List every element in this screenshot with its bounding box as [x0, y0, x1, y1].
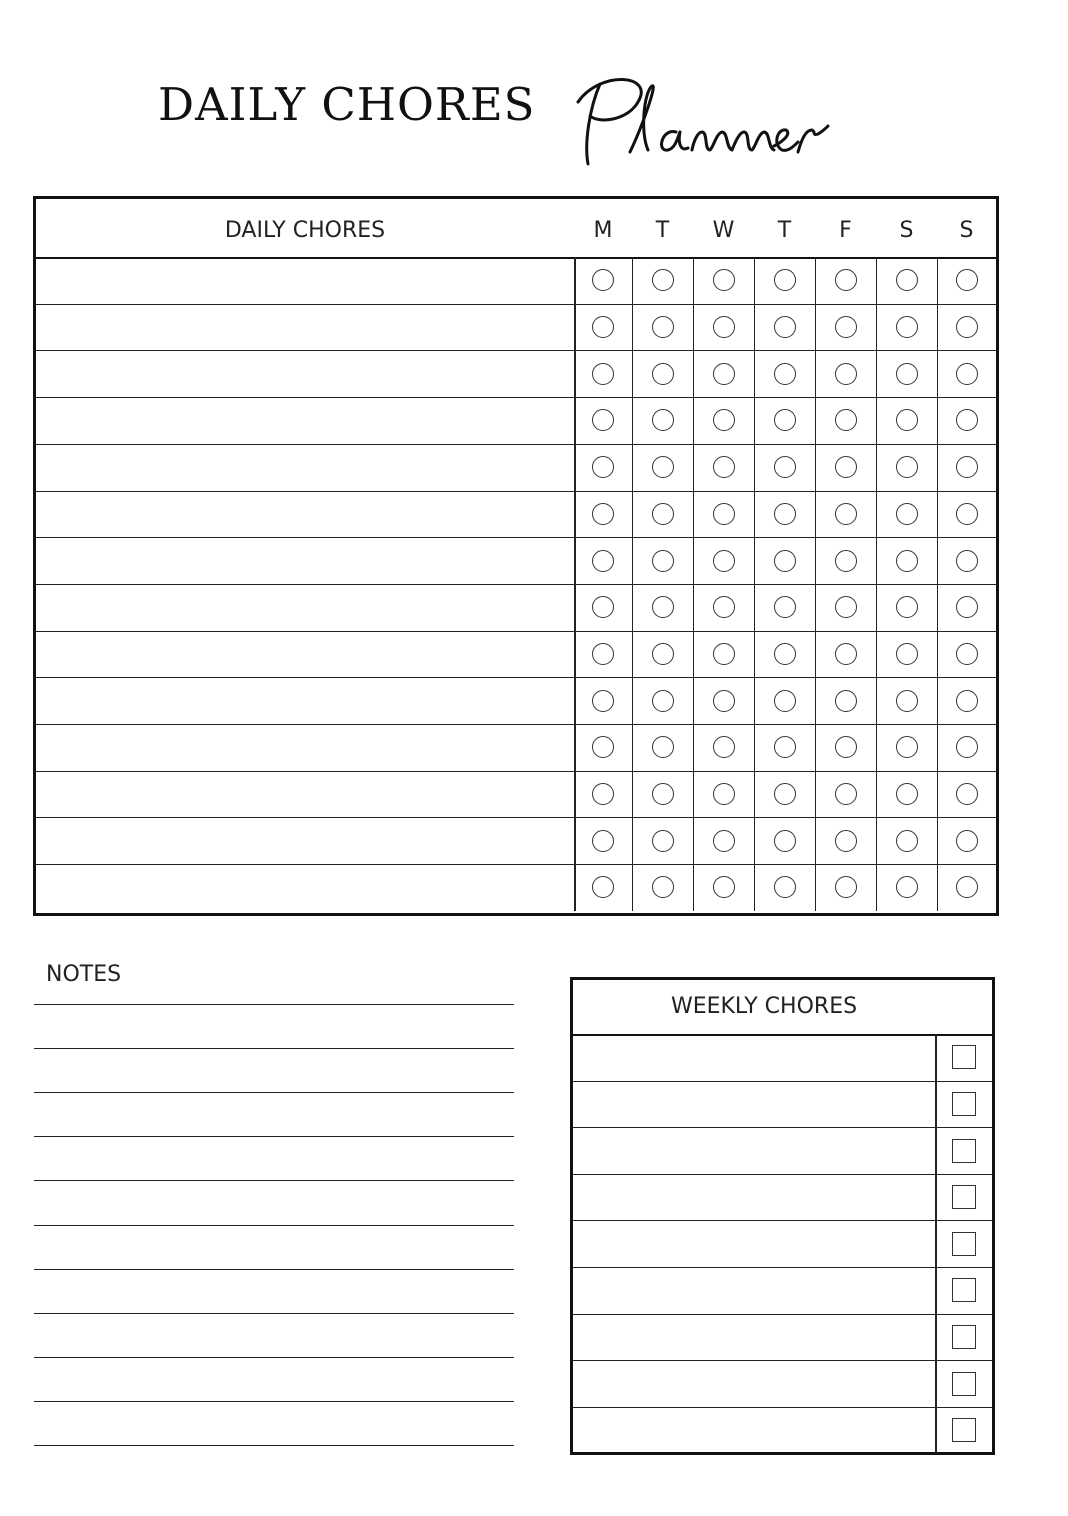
daily-check-circle[interactable] [652, 409, 674, 431]
daily-check-circle[interactable] [652, 550, 674, 572]
daily-chore-cell[interactable] [36, 817, 574, 864]
weekly-chore-cell[interactable] [573, 1174, 935, 1221]
daily-check-circle[interactable] [835, 269, 857, 291]
daily-check-circle[interactable] [956, 269, 978, 291]
daily-check-circle[interactable] [896, 550, 918, 572]
daily-check-circle[interactable] [652, 456, 674, 478]
notes-line[interactable] [34, 1445, 514, 1446]
weekly-checkbox[interactable] [952, 1278, 976, 1302]
daily-chore-cell[interactable] [36, 537, 574, 584]
daily-check-circle[interactable] [956, 736, 978, 758]
script-letter-n2 [732, 132, 774, 150]
weekly-chores-table [570, 977, 995, 1455]
daily-check-circle[interactable] [652, 736, 674, 758]
day-header-4: F [839, 218, 852, 243]
daily-check-circle[interactable] [835, 316, 857, 338]
daily-column-divider [632, 257, 633, 911]
weekly-checkbox[interactable] [952, 1325, 976, 1349]
daily-check-circle[interactable] [713, 503, 735, 525]
daily-check-circle[interactable] [835, 783, 857, 805]
weekly-chore-cell[interactable] [573, 1360, 935, 1407]
daily-check-circle[interactable] [896, 363, 918, 385]
daily-check-circle[interactable] [592, 876, 614, 898]
daily-check-circle[interactable] [956, 596, 978, 618]
daily-check-circle[interactable] [652, 643, 674, 665]
daily-check-circle[interactable] [713, 316, 735, 338]
daily-chore-cell[interactable] [36, 724, 574, 771]
daily-check-circle[interactable] [896, 503, 918, 525]
script-letter-e [774, 130, 798, 151]
daily-column-divider [815, 257, 816, 911]
daily-check-circle[interactable] [774, 409, 796, 431]
weekly-checkbox[interactable] [952, 1418, 976, 1442]
daily-check-circle[interactable] [652, 596, 674, 618]
daily-check-circle[interactable] [774, 363, 796, 385]
daily-chore-cell[interactable] [36, 677, 574, 724]
weekly-chore-cell[interactable] [573, 1220, 935, 1267]
notes-line[interactable] [34, 1004, 514, 1005]
weekly-chore-cell[interactable] [573, 1127, 935, 1174]
daily-check-circle[interactable] [896, 269, 918, 291]
daily-check-circle[interactable] [592, 596, 614, 618]
daily-check-circle[interactable] [956, 409, 978, 431]
notes-line[interactable] [34, 1092, 514, 1093]
daily-check-circle[interactable] [713, 783, 735, 805]
daily-check-circle[interactable] [774, 456, 796, 478]
daily-check-circle[interactable] [713, 363, 735, 385]
daily-check-circle[interactable] [896, 456, 918, 478]
daily-check-circle[interactable] [835, 830, 857, 852]
daily-check-circle[interactable] [713, 550, 735, 572]
daily-check-circle[interactable] [835, 736, 857, 758]
daily-check-circle[interactable] [592, 690, 614, 712]
page-title: DAILY CHORES [158, 78, 536, 131]
daily-check-circle[interactable] [713, 830, 735, 852]
day-header-1: T [655, 218, 670, 243]
daily-chore-cell[interactable] [36, 397, 574, 444]
notes-line[interactable] [34, 1269, 514, 1270]
daily-check-circle[interactable] [956, 783, 978, 805]
daily-check-circle[interactable] [592, 409, 614, 431]
weekly-chore-cell[interactable] [573, 1314, 935, 1361]
daily-chore-cell[interactable] [36, 491, 574, 538]
daily-check-circle[interactable] [592, 503, 614, 525]
daily-column-divider [574, 257, 576, 911]
daily-column-divider [754, 257, 755, 911]
script-letter-n1 [692, 132, 732, 150]
day-header-5: S [899, 218, 914, 243]
daily-check-circle[interactable] [956, 503, 978, 525]
weekly-chore-cell[interactable] [573, 1081, 935, 1128]
notes-line[interactable] [34, 1225, 514, 1226]
daily-column-divider [876, 257, 877, 911]
weekly-checkbox[interactable] [952, 1139, 976, 1163]
daily-chore-cell[interactable] [36, 257, 574, 304]
daily-check-circle[interactable] [896, 690, 918, 712]
notes-line[interactable] [34, 1313, 514, 1314]
daily-check-circle[interactable] [896, 876, 918, 898]
daily-check-circle[interactable] [713, 269, 735, 291]
weekly-column-divider [935, 1034, 937, 1453]
daily-check-circle[interactable] [592, 783, 614, 805]
daily-check-circle[interactable] [592, 456, 614, 478]
daily-chore-cell[interactable] [36, 771, 574, 818]
notes-line[interactable] [34, 1180, 514, 1181]
daily-check-circle[interactable] [956, 643, 978, 665]
planner-script-word [560, 72, 835, 172]
daily-check-circle[interactable] [835, 550, 857, 572]
daily-check-circle[interactable] [774, 550, 796, 572]
day-header-2: W [712, 218, 735, 243]
daily-check-circle[interactable] [713, 643, 735, 665]
daily-check-circle[interactable] [592, 269, 614, 291]
daily-chore-cell[interactable] [36, 350, 574, 397]
notes-label: NOTES [46, 962, 122, 987]
daily-check-circle[interactable] [956, 456, 978, 478]
daily-chore-cell[interactable] [36, 304, 574, 351]
weekly-chores-header: WEEKLY CHORES [670, 994, 858, 1019]
daily-check-circle[interactable] [774, 316, 796, 338]
daily-check-circle[interactable] [835, 643, 857, 665]
daily-column-divider [937, 257, 938, 911]
daily-check-circle[interactable] [835, 503, 857, 525]
daily-check-circle[interactable] [652, 783, 674, 805]
weekly-checkbox[interactable] [952, 1185, 976, 1209]
notes-line[interactable] [34, 1357, 514, 1358]
daily-check-circle[interactable] [652, 316, 674, 338]
notes-line[interactable] [34, 1048, 514, 1049]
daily-chore-cell[interactable] [36, 631, 574, 678]
daily-check-circle[interactable] [896, 596, 918, 618]
daily-check-circle[interactable] [896, 736, 918, 758]
daily-chores-table [33, 196, 999, 916]
daily-check-circle[interactable] [896, 643, 918, 665]
daily-column-divider [693, 257, 694, 911]
daily-check-circle[interactable] [713, 596, 735, 618]
daily-check-circle[interactable] [774, 643, 796, 665]
daily-check-circle[interactable] [774, 269, 796, 291]
daily-check-circle[interactable] [713, 876, 735, 898]
daily-chore-cell[interactable] [36, 584, 574, 631]
daily-check-circle[interactable] [652, 269, 674, 291]
weekly-checkbox[interactable] [952, 1232, 976, 1256]
daily-check-circle[interactable] [896, 316, 918, 338]
daily-check-circle[interactable] [774, 690, 796, 712]
daily-check-circle[interactable] [774, 876, 796, 898]
daily-check-circle[interactable] [774, 736, 796, 758]
day-header-3: T [777, 218, 792, 243]
daily-check-circle[interactable] [774, 830, 796, 852]
daily-check-circle[interactable] [592, 550, 614, 572]
daily-check-circle[interactable] [592, 363, 614, 385]
daily-check-circle[interactable] [713, 736, 735, 758]
daily-check-circle[interactable] [652, 830, 674, 852]
daily-check-circle[interactable] [592, 830, 614, 852]
daily-check-circle[interactable] [652, 690, 674, 712]
daily-check-circle[interactable] [956, 690, 978, 712]
daily-check-circle[interactable] [835, 690, 857, 712]
daily-chores-header: DAILY CHORES [224, 218, 386, 243]
weekly-checkbox[interactable] [952, 1372, 976, 1396]
notes-line[interactable] [34, 1401, 514, 1402]
daily-check-circle[interactable] [774, 783, 796, 805]
weekly-checkbox[interactable] [952, 1092, 976, 1116]
script-letter-r [798, 126, 828, 152]
daily-check-circle[interactable] [774, 503, 796, 525]
daily-chore-cell[interactable] [36, 864, 574, 911]
daily-check-circle[interactable] [835, 409, 857, 431]
daily-check-circle[interactable] [956, 876, 978, 898]
daily-check-circle[interactable] [592, 316, 614, 338]
weekly-chore-cell[interactable] [573, 1407, 935, 1454]
daily-check-circle[interactable] [713, 456, 735, 478]
notes-line[interactable] [34, 1136, 514, 1137]
weekly-checkbox[interactable] [952, 1045, 976, 1069]
daily-check-circle[interactable] [592, 736, 614, 758]
daily-check-circle[interactable] [835, 876, 857, 898]
daily-check-circle[interactable] [956, 550, 978, 572]
daily-chore-cell[interactable] [36, 444, 574, 491]
daily-check-circle[interactable] [652, 363, 674, 385]
weekly-chore-cell[interactable] [573, 1267, 935, 1314]
daily-check-circle[interactable] [652, 503, 674, 525]
daily-check-circle[interactable] [774, 596, 796, 618]
daily-check-circle[interactable] [592, 643, 614, 665]
daily-check-circle[interactable] [896, 783, 918, 805]
day-header-6: S [959, 218, 974, 243]
daily-check-circle[interactable] [713, 690, 735, 712]
daily-check-circle[interactable] [835, 456, 857, 478]
daily-check-circle[interactable] [956, 363, 978, 385]
daily-check-circle[interactable] [956, 316, 978, 338]
daily-check-circle[interactable] [713, 409, 735, 431]
daily-check-circle[interactable] [835, 596, 857, 618]
daily-check-circle[interactable] [896, 830, 918, 852]
daily-check-circle[interactable] [896, 409, 918, 431]
daily-check-circle[interactable] [652, 876, 674, 898]
script-letter-a [662, 132, 688, 151]
daily-check-circle[interactable] [956, 830, 978, 852]
day-header-0: M [593, 218, 613, 243]
daily-check-circle[interactable] [835, 363, 857, 385]
weekly-chore-cell[interactable] [573, 1034, 935, 1081]
